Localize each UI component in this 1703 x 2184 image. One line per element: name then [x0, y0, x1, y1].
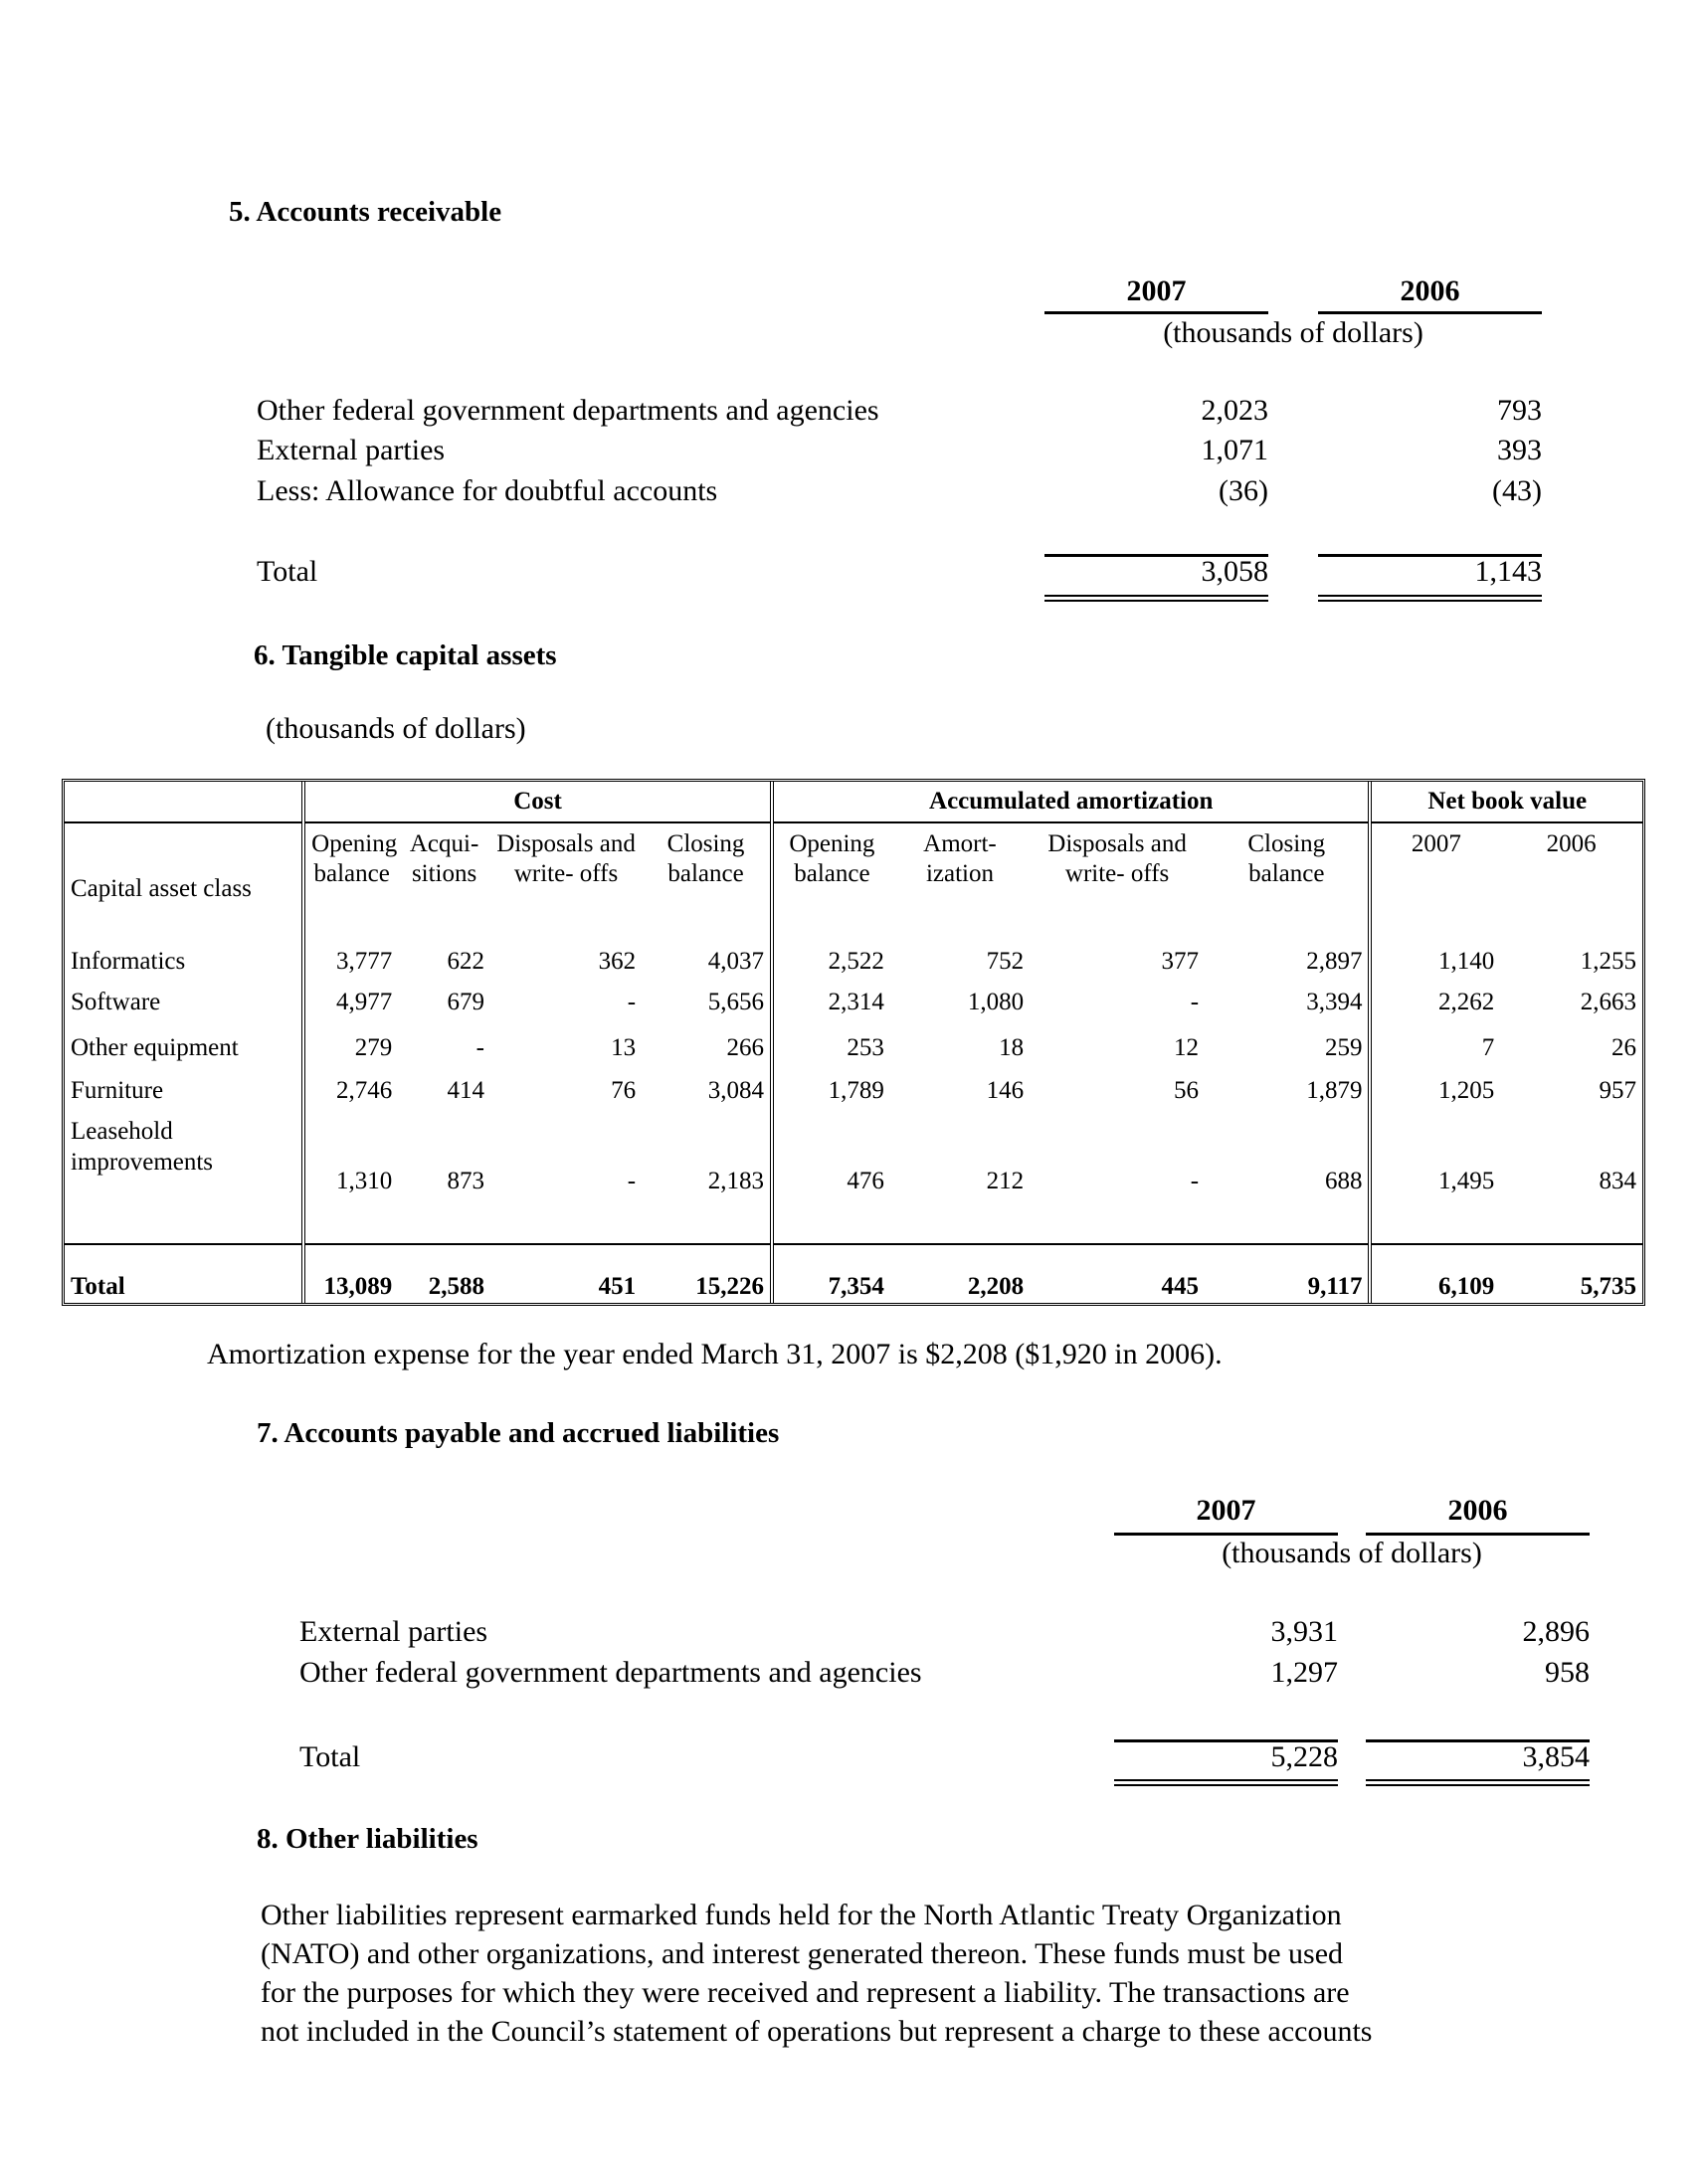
- column-header-nbv-2007: 2007: [1370, 822, 1500, 946]
- cell-cost-closing: 5,656: [707, 988, 764, 1015]
- cell-amort-closing: 1,879: [1306, 1076, 1363, 1104]
- cell-cost-disposals: 13: [611, 1034, 637, 1062]
- note7-total-double-underline-2007: [1114, 1779, 1338, 1786]
- total-cost-acquisitions: 2,588: [398, 1244, 490, 1303]
- cell-cost-acquisitions: 414: [447, 1076, 484, 1104]
- cell-cost-disposals: 76: [611, 1076, 637, 1104]
- column-header-cost-acquisitions: Acqui- sitions: [409, 830, 479, 887]
- cell-cost-acquisitions: 679: [447, 988, 484, 1015]
- amortization-expense-note: Amortization expense for the year ended March 31, 2007 is $2,208 ($1,920 in 2006).: [207, 1338, 1223, 1370]
- note7-2006-underline: [1366, 1533, 1590, 1536]
- note7-total-double-underline-2006: [1366, 1779, 1590, 1786]
- cell-amort-opening: 253: [772, 1026, 890, 1075]
- cell-nbv-2007: 1,205: [1370, 1075, 1500, 1116]
- note7-row-2006: 2,896: [1522, 1615, 1590, 1648]
- note8-paragraph-line: (NATO) and other organizations, and interest generated thereon. These funds must be used: [261, 1937, 1344, 1970]
- cell-amort-opening: 1,789: [772, 1075, 890, 1116]
- column-header-cost-opening: Opening balance: [303, 822, 398, 946]
- cell-cost-opening: 279: [303, 1026, 398, 1075]
- note8-heading: 8. Other liabilities: [257, 1823, 478, 1855]
- cell-amortization: 1,080: [967, 988, 1025, 1015]
- asset-class-label: Other equipment: [71, 1034, 239, 1062]
- note8-paragraph-line: not included in the Council’s statement of operations but represent a charge to these accounts: [261, 2015, 1373, 2048]
- cell-nbv-2007: 1,495: [1370, 1116, 1500, 1196]
- cell-amort-disposals: 377: [1161, 948, 1200, 975]
- cell-amort-opening: 476: [772, 1116, 890, 1196]
- asset-class-label: Informatics: [71, 948, 186, 975]
- cell-cost-closing: 266: [726, 1034, 764, 1062]
- note7-row-label: External parties: [299, 1615, 488, 1648]
- cell-amort-closing: 3,394: [1306, 988, 1363, 1015]
- column-header-cost-closing: Closing balance: [666, 830, 745, 887]
- table-row: [65, 1116, 1642, 1196]
- group-header-accumulated-amortization: Accumulated amortization: [772, 782, 1371, 822]
- cell-amort-disposals: 56: [1174, 1076, 1200, 1104]
- group-header-net-book-value: Net book value: [1370, 782, 1642, 822]
- note5-total-label: Total: [257, 555, 318, 588]
- cell-cost-acquisitions: 622: [447, 948, 484, 975]
- table-row: [65, 946, 1642, 987]
- cell-amortization: 146: [986, 1076, 1025, 1104]
- total-amort-disposals: 445: [1030, 1244, 1205, 1303]
- total-cost-closing: 15,226: [642, 1244, 772, 1303]
- note5-row-label: Other federal government departments and agencies: [257, 394, 879, 427]
- note6-heading: 6. Tangible capital assets: [254, 639, 557, 671]
- cell-cost-opening: 2,746: [303, 1075, 398, 1116]
- note5-row-label: External parties: [257, 434, 446, 466]
- column-header-amort-disposals: Disposals and write- offs: [1047, 830, 1187, 887]
- note8-paragraph-line: Other liabilities represent earmarked funds held for the North Atlantic Treaty Organization: [261, 1899, 1342, 1931]
- note5-row-2007: 2,023: [1201, 394, 1268, 427]
- cell-cost-disposals: -: [627, 988, 637, 1015]
- note5-total-2007: 3,058: [1201, 555, 1268, 588]
- note7-total-label: Total: [299, 1740, 361, 1773]
- cell-cost-opening: 4,977: [303, 987, 398, 1027]
- tangible-capital-assets-table: [62, 779, 1645, 1306]
- cell-cost-closing: 2,183: [707, 1168, 764, 1194]
- note7-unit: (thousands of dollars): [1222, 1537, 1482, 1569]
- cell-amortization: 752: [986, 948, 1025, 975]
- note7-2007-underline: [1114, 1533, 1338, 1536]
- table-row: [65, 1075, 1642, 1116]
- note5-row-2006: 393: [1497, 434, 1542, 466]
- note5-year-2007: 2007: [1126, 274, 1187, 307]
- cell-amortization: 18: [999, 1034, 1025, 1062]
- cell-amort-disposals: 12: [1174, 1034, 1200, 1062]
- note7-year-2007: 2007: [1196, 1494, 1256, 1527]
- note7-total-2007: 5,228: [1270, 1740, 1338, 1773]
- cell-cost-disposals: 362: [598, 948, 637, 975]
- note5-heading: 5. Accounts receivable: [229, 196, 502, 228]
- total-nbv-2007: 6,109: [1370, 1244, 1500, 1303]
- cell-cost-acquisitions: -: [475, 1034, 484, 1062]
- cell-cost-closing: 4,037: [707, 948, 764, 975]
- total-amort-closing: 9,117: [1205, 1244, 1370, 1303]
- cell-nbv-2006: 1,255: [1580, 948, 1636, 975]
- note5-unit: (thousands of dollars): [1163, 316, 1423, 349]
- total-amortization: 2,208: [890, 1244, 1030, 1303]
- cell-cost-disposals: -: [627, 1168, 637, 1194]
- column-header-cost-disposals: Disposals and write- offs: [496, 830, 636, 887]
- column-header-amortization: Amort- ization: [923, 830, 997, 887]
- note6-unit: (thousands of dollars): [266, 712, 526, 745]
- total-cost-disposals: 451: [490, 1244, 642, 1303]
- note7-row-2007: 1,297: [1270, 1656, 1338, 1689]
- note7-row-2007: 3,931: [1270, 1615, 1338, 1648]
- asset-class-label: Furniture: [71, 1076, 164, 1104]
- asset-class-label: Leasehold improvements: [71, 1117, 214, 1176]
- column-header-nbv-2006: 2006: [1546, 830, 1597, 857]
- note5-row-2007: 1,071: [1201, 434, 1268, 466]
- note7-row-label: Other federal government departments and agencies: [299, 1656, 922, 1689]
- cell-amort-closing: 259: [1324, 1034, 1363, 1062]
- note5-row-2006: (43): [1492, 474, 1542, 507]
- note5-row-2006: 793: [1497, 394, 1542, 427]
- cell-amort-disposals: -: [1190, 988, 1200, 1015]
- total-nbv-2006: 5,735: [1500, 1244, 1642, 1303]
- cell-nbv-2006: 957: [1599, 1076, 1636, 1104]
- note8-paragraph-line: for the purposes for which they were received and represent a liability. The transactions are: [261, 1976, 1350, 2009]
- note5-total-double-underline-2007: [1044, 595, 1268, 602]
- total-amort-opening: 7,354: [772, 1244, 890, 1303]
- table-row: [65, 1026, 1642, 1075]
- note5-row-2007: (36): [1219, 474, 1268, 507]
- cell-cost-opening: 3,777: [303, 946, 398, 987]
- column-header-amort-closing: Closing balance: [1247, 830, 1326, 887]
- column-header-asset-class: Capital asset class: [71, 874, 252, 902]
- table-corner-cell: [65, 782, 303, 822]
- note7-year-2006: 2006: [1447, 1494, 1508, 1527]
- note5-2007-underline: [1044, 311, 1268, 314]
- cell-nbv-2007: 7: [1370, 1026, 1500, 1075]
- cell-nbv-2006: 834: [1599, 1168, 1636, 1194]
- note5-total-double-underline-2006: [1318, 595, 1542, 602]
- table-row: [65, 987, 1642, 1027]
- cell-amort-closing: 688: [1324, 1168, 1363, 1194]
- note7-total-2006: 3,854: [1522, 1740, 1590, 1773]
- cell-cost-acquisitions: 873: [447, 1168, 484, 1194]
- cell-nbv-2007: 2,262: [1370, 987, 1500, 1027]
- total-cost-opening: 13,089: [303, 1244, 398, 1303]
- note5-total-2006: 1,143: [1474, 555, 1542, 588]
- cell-cost-opening: 1,310: [303, 1116, 398, 1196]
- cell-amort-closing: 2,897: [1306, 948, 1363, 975]
- column-header-amort-opening: Opening balance: [772, 822, 890, 946]
- table-total-row: [65, 1244, 1642, 1303]
- group-header-cost: Cost: [303, 782, 772, 822]
- note5-year-2006: 2006: [1400, 274, 1460, 307]
- cell-nbv-2006: 2,663: [1580, 988, 1636, 1015]
- asset-class-label: Software: [71, 988, 161, 1015]
- cell-amortization: 212: [986, 1168, 1025, 1194]
- cell-amort-opening: 2,522: [772, 946, 890, 987]
- cell-cost-closing: 3,084: [707, 1076, 764, 1104]
- note5-2006-underline: [1318, 311, 1542, 314]
- note7-row-2006: 958: [1545, 1656, 1590, 1689]
- cell-nbv-2006: 26: [1611, 1034, 1636, 1062]
- cell-nbv-2007: 1,140: [1370, 946, 1500, 987]
- note5-row-label: Less: Allowance for doubtful accounts: [257, 474, 718, 507]
- note7-heading: 7. Accounts payable and accrued liabilities: [257, 1417, 780, 1449]
- total-label: Total: [65, 1244, 303, 1303]
- cell-amort-opening: 2,314: [772, 987, 890, 1027]
- cell-amort-disposals: -: [1190, 1168, 1200, 1194]
